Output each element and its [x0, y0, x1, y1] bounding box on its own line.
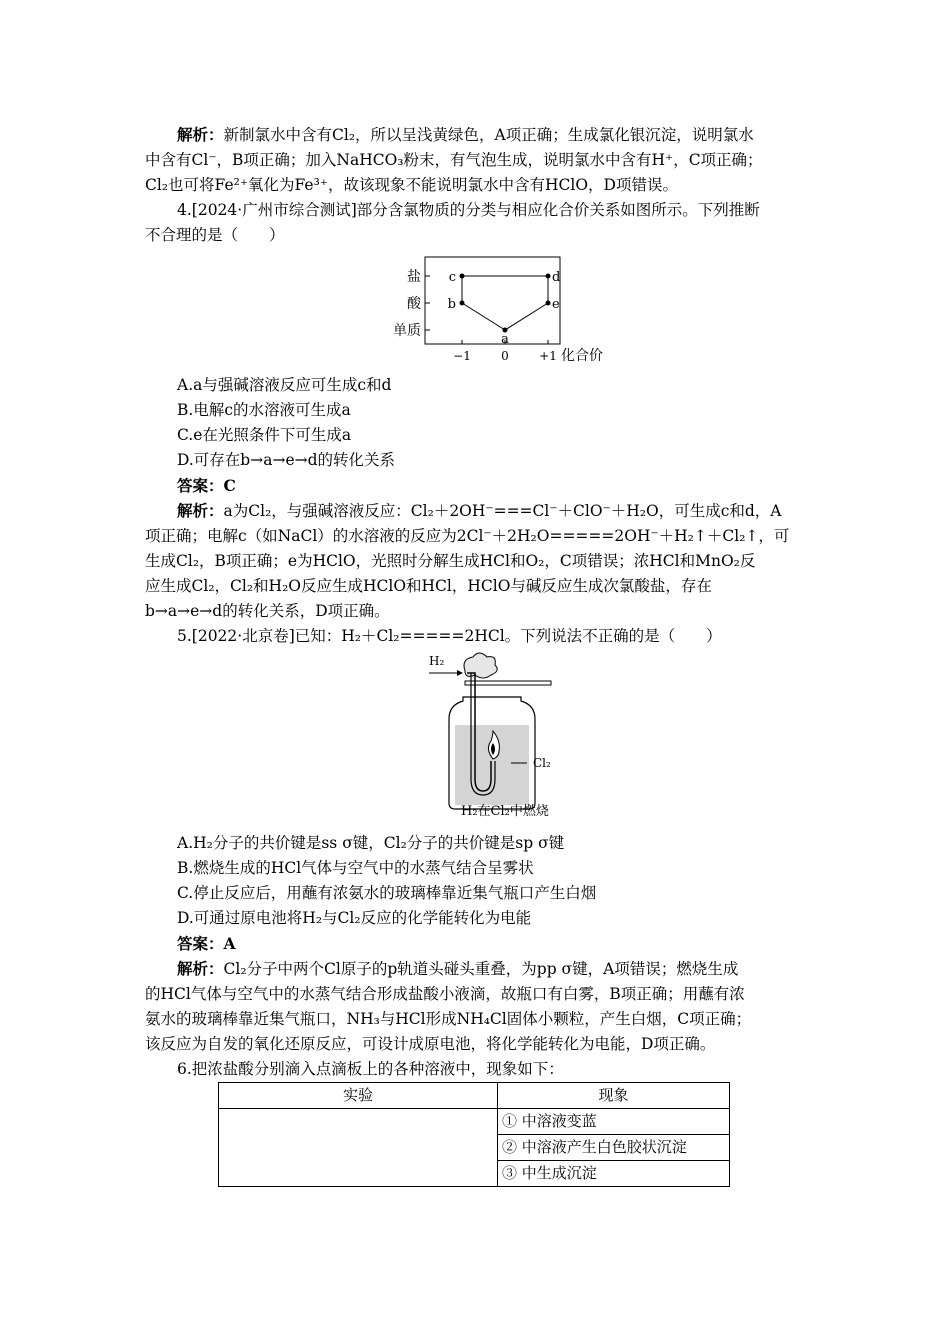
gas-jar-diagram — [427, 651, 567, 821]
connection-line — [505, 303, 548, 330]
q5-figure-caption: H₂在Cl₂中燃烧 — [461, 804, 549, 819]
q4-option-d: D.可存在b→a→e→d的转化关系 — [177, 451, 396, 469]
x-tick-label: −1 — [453, 349, 471, 363]
q6-stem: 6.把浓盐酸分别滴入点滴板上的各种溶液中，现象如下： — [177, 1060, 564, 1078]
arrow-head-icon — [457, 670, 463, 676]
q4-answer: 答案：C — [177, 476, 236, 495]
phenomenon-cell: ③ 中生成沉淀 — [498, 1161, 730, 1187]
q4-stem-line1: 4.[2024·广州市综合测试]部分含氯物质的分类与相应化合价关系如图所示。下列推断 — [177, 201, 760, 219]
glass-plate — [465, 681, 551, 685]
q5-option-a: A.H₂分子的共价键是ss σ键，Cl₂分子的共价键是sp σ键 — [177, 834, 565, 852]
q3-analysis-line2: 中含有Cl⁻，B项正确；加入NaHCO₃粉末，有气泡生成，说明氯水中含有H⁺，C项正确； — [145, 151, 763, 169]
point-b — [460, 301, 465, 306]
point-d — [546, 274, 551, 279]
point-label-c: c — [448, 270, 456, 285]
point-c — [460, 274, 465, 279]
cl2-label: Cl₂ — [533, 756, 551, 770]
connection-line — [462, 303, 505, 330]
phenomenon-cell: ② 中溶液产生白色胶状沉淀 — [498, 1135, 730, 1161]
y-tick-label: 盐 — [407, 269, 421, 285]
point-label-b: b — [447, 297, 456, 312]
q4-stem-line2: 不合理的是（ ） — [145, 226, 285, 244]
q4-option-a: A.a与强碱溶液反应可生成c和d — [177, 376, 392, 394]
phenomenon-cell: ① 中溶液变蓝 — [498, 1109, 730, 1135]
point-e — [546, 301, 551, 306]
q5-stem: 5.[2022·北京卷]已知：H₂＋Cl₂=====2HCl。下列说法不正确的是（ ） — [177, 627, 722, 645]
q3-analysis-line3: Cl₂也可将Fe²⁺氧化为Fe³⁺，故该现象不能说明氯水中含有HClO，D项错误。 — [145, 176, 678, 194]
y-tick-label: 单质 — [393, 323, 421, 339]
analysis-label: 解析： — [177, 501, 224, 520]
point-label-a: a — [501, 332, 509, 347]
x-tick-label: +1 — [539, 349, 557, 363]
q4-option-b: B.电解c的水溶液可生成a — [177, 401, 351, 419]
q5-apparatus-figure — [427, 651, 567, 821]
q5-option-d: D.可通过原电池将H₂与Cl₂反应的化学能转化为电能 — [177, 909, 532, 927]
q5-analysis-line4: 该反应为自发的氧化还原反应，可设计成原电池，将化学能转化为电能，D项正确。 — [145, 1035, 716, 1053]
document-page — [145, 122, 805, 1187]
table-header-row — [219, 1083, 730, 1109]
x-tick-label: 0 — [501, 349, 509, 363]
q5-option-b: B.燃烧生成的HCl气体与空气中的水蒸气结合呈雾状 — [177, 859, 534, 877]
x-axis-label: 化合价 — [561, 348, 603, 364]
q4-analysis-line5: b→a→e→d的转化关系，D项正确。 — [145, 602, 390, 620]
q6-table — [218, 1082, 730, 1187]
q5-answer: 答案：A — [177, 934, 236, 953]
table-row — [219, 1109, 730, 1135]
header-experiment: 实验 — [219, 1083, 498, 1109]
q5-analysis-line2: 的HCl气体与空气中的水蒸气结合形成盐酸小液滴，故瓶口有白雾，B项正确；用蘸有浓 — [145, 985, 745, 1003]
chart-frame — [425, 257, 560, 344]
q5-analysis-line3: 氨水的玻璃棒靠近集气瓶口，NH₃与HCl形成NH₄Cl固体小颗粒，产生白烟，C项正确； — [145, 1010, 752, 1028]
q4-analysis-line2: 项正确；电解c（如NaCl）的水溶液的反应为2Cl⁻＋2H₂O=====2OH⁻＋H₂↑＋Cl₂↑，可 — [145, 527, 790, 545]
q4-analysis-line1: 解析：a为Cl₂，与强碱溶液反应：Cl₂＋2OH⁻===Cl⁻＋ClO⁻＋H₂O，可生成c和d，A — [177, 501, 782, 520]
q4-option-c: C.e在光照条件下可生成a — [177, 426, 352, 444]
q5-option-c: C.停止反应后，用蘸有浓氨水的玻璃棒靠近集气瓶口产生白烟 — [177, 884, 597, 902]
experiment-image-cell — [219, 1109, 498, 1187]
y-tick-label: 酸 — [407, 296, 421, 312]
h2-label: H₂ — [429, 654, 445, 668]
analysis-label: 解析： — [177, 959, 224, 978]
point-label-d: d — [552, 270, 561, 285]
point-label-e: e — [552, 297, 560, 312]
cotton-stopper — [464, 653, 497, 678]
analysis-label: 解析： — [177, 125, 224, 144]
q4-analysis-line4: 应生成Cl₂，Cl₂和H₂O反应生成HClO和HCl，HClO与碱反应生成次氯酸盐，存在 — [145, 577, 712, 595]
q4-analysis-line3: 生成Cl₂，B项正确；e为HClO，光照时分解生成HCl和O₂，C项错误；浓HCl和MnO₂反 — [145, 552, 756, 570]
q3-analysis-line1: 解析：新制氯水中含有Cl₂，所以呈浅黄绿色，A项正确；生成氯化银沉淀，说明氯水 — [177, 125, 754, 144]
q5-analysis-line1: 解析：Cl₂分子中两个Cl原子的p轨道头碰头重叠，为pp σ键，A项错误；燃烧生成 — [177, 959, 739, 978]
q4-chart — [390, 252, 610, 367]
q4-chart-svg — [390, 252, 610, 367]
header-phenomenon: 现象 — [498, 1083, 730, 1109]
